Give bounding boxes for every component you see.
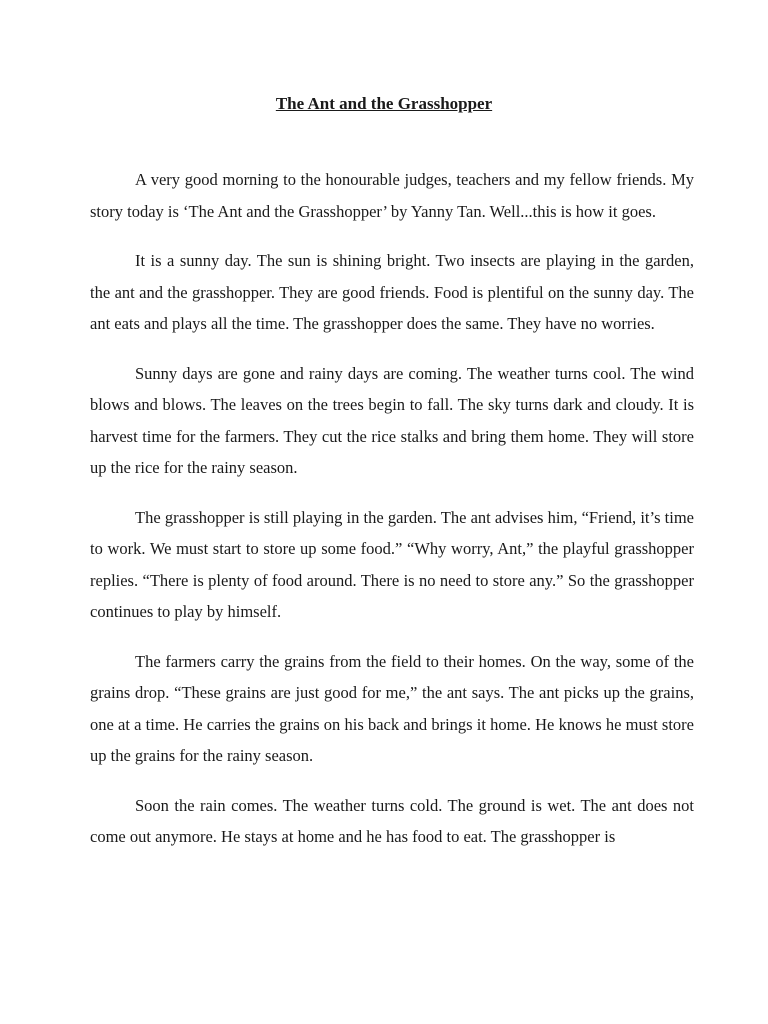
document-title: The Ant and the Grasshopper	[275, 94, 493, 113]
paragraph-greeting: A very good morning to the honourable judges, teachers and my fellow friends. My story today is ‘The Ant and the Grasshopper’ by Yanny Tan. Well...this is how it goes.	[90, 170, 694, 221]
document-body	[90, 164, 694, 871]
paragraph-grains: The farmers carry the grains from the field to their homes. On the way, some of the grains drop. “These grains are just good for me,” the ant says. The ant picks up the grains, one at a time. He carries the grains on his back and brings it home. He knows he must store up the grains for the rainy season.	[90, 651, 694, 765]
paragraph-sunny-day: It is a sunny day. The sun is shining bright. Two insects are playing in the garden, the ant and the grasshopper. They are good friends. Food is plentiful on the sunny day. The ant eats and plays all the time. The grasshopper does the same. They have no worries.	[90, 251, 694, 333]
paragraph-rain-comes: Soon the rain comes. The weather turns cold. The ground is wet. The ant does not come out anymore. He stays at home and he has food to eat. The grasshopper is	[90, 795, 694, 846]
paragraph-ant-advice: The grasshopper is still playing in the garden. The ant advises him, “Friend, it’s time to work. We must start to store up some food.” “Why worry, Ant,” the playful grasshopper replies. “There is plenty of food around. There is no need to store any.” So the grasshopper continues to play by himself.	[90, 507, 694, 621]
paragraph-rainy-days: Sunny days are gone and rainy days are coming. The weather turns cool. The wind blows and blows. The leaves on the trees begin to fall. The sky turns dark and cloudy. It is harvest time for the farmers. They cut the rice stalks and bring them home. They will store up the rice for the rainy season.	[90, 363, 694, 477]
